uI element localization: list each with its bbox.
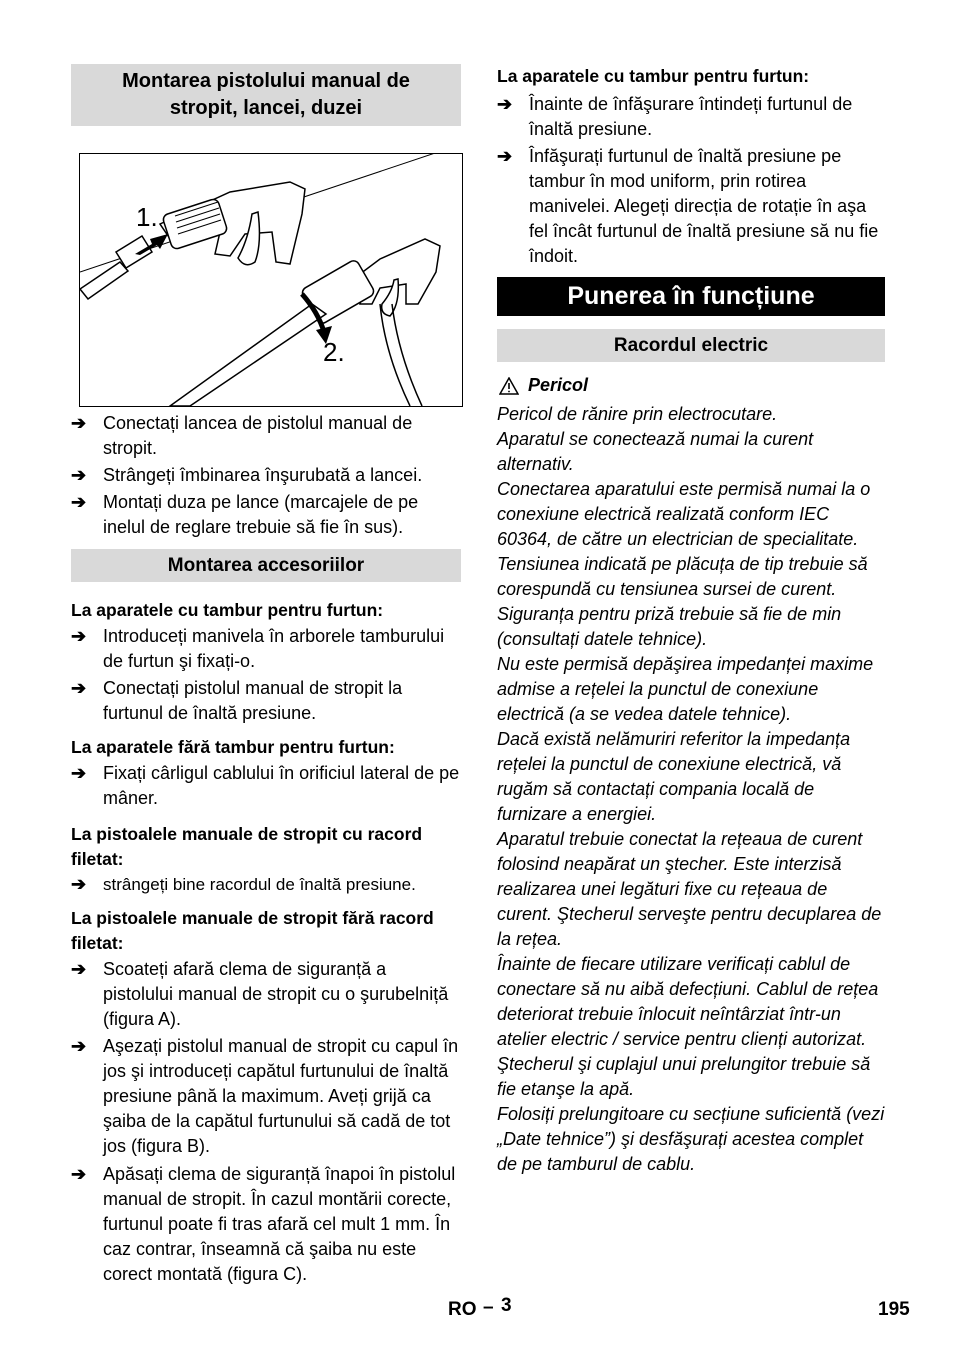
arrow-right-icon: ➔ — [71, 874, 87, 894]
arrow-right-icon: ➔ — [71, 678, 87, 698]
footer-lang: RO — [448, 1299, 477, 1320]
arrow-right-icon: ➔ — [71, 1164, 87, 1184]
unthreaded-heading: La pistoalele manuale de stropit fără racord filetat: — [71, 908, 434, 953]
chapter-title: Punerea în funcțiune — [567, 282, 815, 310]
arrow-right-icon: ➔ — [71, 626, 87, 646]
spray-gun-illustration — [80, 154, 462, 406]
accessories-title-box — [71, 549, 461, 582]
danger-line: Tensiunea indicată pe plăcuța de tip trebuie să corespundă cu tensiunea sursei de curent. — [497, 554, 868, 599]
figure-step-1: 1. — [136, 202, 158, 232]
footer-section-page: 3 — [501, 1295, 512, 1316]
footer-dash: – — [483, 1297, 494, 1318]
danger-line: Folosiți prelungitoare cu secțiune suficientă (vezi „Date tehnice”) şi desfăşurați acestea complet de pe tamburul de cablu. — [497, 1104, 885, 1174]
figure-step-2: 2. — [323, 337, 345, 367]
accessories-title: Montarea accesoriilor — [167, 555, 365, 576]
arrow-right-icon: ➔ — [71, 1036, 87, 1056]
danger-line: Aparatul se conectează numai la curent alternativ. — [497, 429, 814, 474]
page-number: 195 — [878, 1299, 910, 1320]
danger-line: Siguranța pentru priză trebuie să fie de min (consultați datele tehnice). — [497, 604, 842, 649]
lance-2 — [170, 304, 326, 406]
arrow-right-icon: ➔ — [497, 94, 513, 114]
section-title-box — [71, 64, 461, 126]
chapter-title-bar — [497, 277, 885, 316]
danger-line: Pericol de rănire prin electrocutare. — [497, 404, 778, 424]
danger-line: Dacă există nelămuriri referitor la impedanța rețelei la punctul de conexiune electrică, vă rugăm să contactați compania locală de furnizare a energiei. — [497, 729, 851, 824]
danger-line: Conectarea aparatului este permisă numai la o conexiune electrică realizată conform IEC 60364, de către un electrician de specialitate. — [497, 479, 871, 549]
spray-gun-1 — [160, 182, 305, 265]
danger-line: Ştecherul şi cuplajul unui prelungitor trebuie să fie etanşe la apă. — [497, 1054, 871, 1099]
no-reel-heading: La aparatele fără tambur pentru furtun: — [71, 737, 395, 757]
arrow-right-icon: ➔ — [71, 959, 87, 979]
arrow-right-icon: ➔ — [71, 492, 87, 512]
footer — [0, 1290, 954, 1330]
hose-reel-heading: La aparatele cu tambur pentru furtun: — [71, 600, 384, 620]
arrow-right-icon: ➔ — [71, 413, 87, 433]
danger-line: Aparatul trebuie conectat la rețeaua de curent folosind neapărat un ştecher. Este interzisă realizarea unei legături fixe cu rețeaua de curent. Ştecherul serveşte pentru decuplarea de la rețea. — [497, 829, 882, 949]
warning-triangle-icon — [499, 377, 519, 395]
threaded-heading: La pistoalele manuale de stropit cu racord filetat: — [71, 824, 423, 869]
arrow-right-icon: ➔ — [71, 763, 87, 783]
danger-line: Înainte de fiecare utilizare verificați cablul de conectare să nu aibă defecțiuni. Cablul de rețea deteriorat trebuie înlocuit neîntârziat într-un atelier electric / service pentru clienți autorizat. — [497, 954, 879, 1049]
reel-heading: La aparatele cu tambur pentru furtun: — [497, 66, 810, 86]
lance-1 — [80, 236, 152, 299]
assembly-figure — [79, 153, 463, 407]
danger-label: Pericol — [528, 375, 589, 395]
arrow-right-icon: ➔ — [497, 146, 513, 166]
arrow-right-icon: ➔ — [71, 465, 87, 485]
electric-title-box — [497, 329, 885, 362]
danger-line: Nu este permisă depăşirea impedanței maxime admise a rețelei la punctul de conexiune electrică (a se vedea datele tehnice). — [497, 654, 874, 724]
electric-title: Racordul electric — [613, 335, 769, 356]
section-title: Montarea pistolului manual de stropit, lancei, duzei — [122, 70, 410, 119]
danger-text — [497, 402, 887, 1177]
